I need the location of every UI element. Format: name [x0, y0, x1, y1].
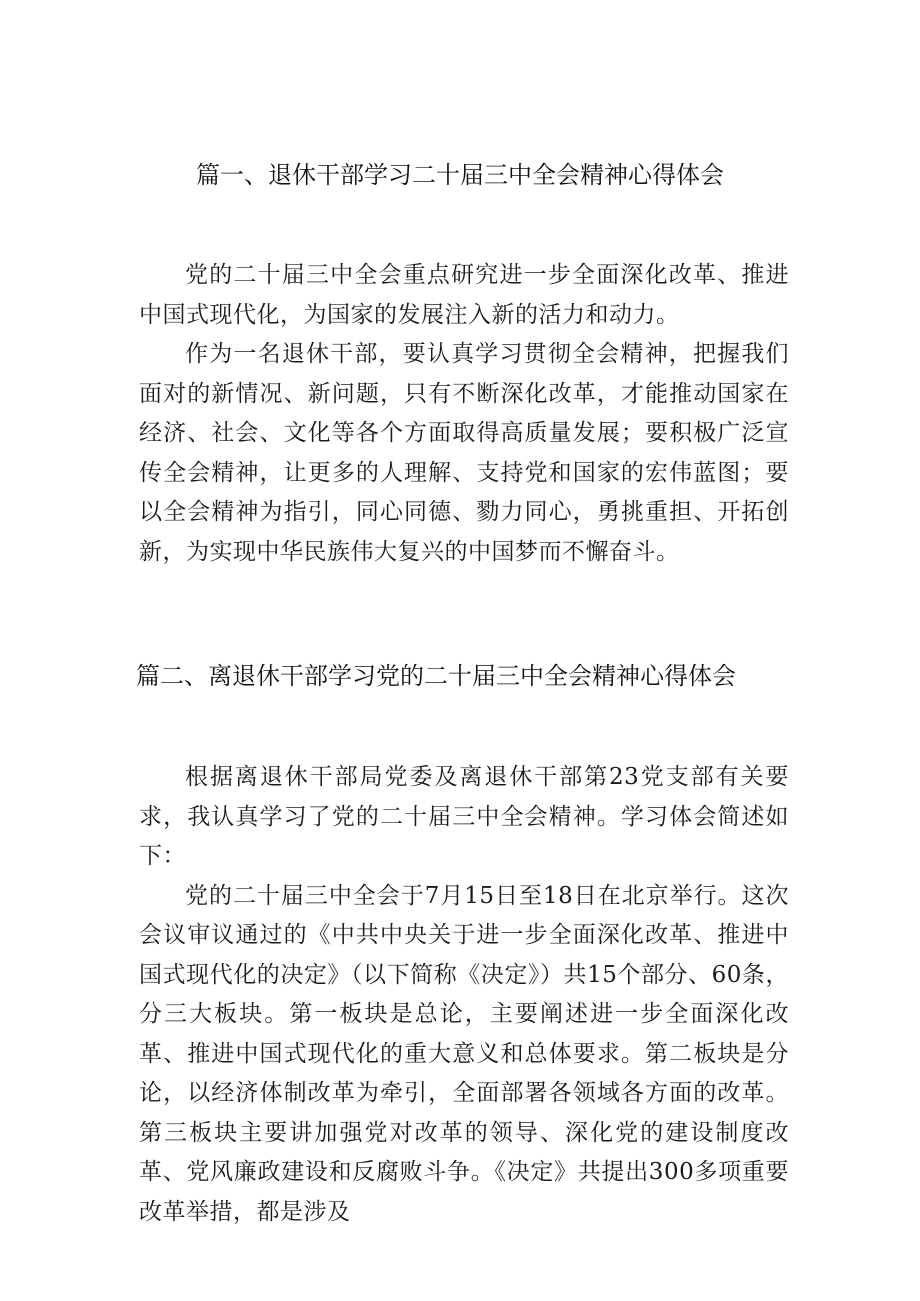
section-2-body: [139, 758, 789, 1232]
section-2-paragraph-2: 党的二十届三中全会于7月15日至18日在北京举行。这次会议审议通过的《中共中央关于进一步全面深化改革、推进中国式现代化的决定》（以下简称《决定》）共15个部分、60条，分三大板块。第一板块是总论，主要阐述进一步全面深化改革、推进中国式现代化的重大意义和总体要求。第二板块是分论，以经济体制改革为牵引，全面部署各领域各方面的改革。第三板块主要讲加强党对改革的领导、深化党的建设制度改革、党风廉政建设和反腐败斗争。《决定》共提出300多项重要改革举措，都是涉及: [139, 882, 789, 1225]
section-1-paragraph-1: 党的二十届三中全会重点研究进一步全面深化改革、推进中国式现代化，为国家的发展注入新的活力和动力。: [139, 262, 789, 328]
section-2-paragraph-1: 根据离退休干部局党委及离退休干部第23党支部有关要求，我认真学习了党的二十届三中全会精神。学习体会简述如下：: [139, 764, 789, 869]
section-1-title: 篇一、退休干部学习二十届三中全会精神心得体会: [196, 161, 724, 189]
section-2-title: 篇二、离退休干部学习党的二十届三中全会精神心得体会: [136, 662, 736, 690]
section-1-paragraph-2: 作为一名退休干部，要认真学习贯彻全会精神，把握我们面对的新情况、新问题，只有不断深化改革，才能推动国家在经济、社会、文化等各个方面取得高质量发展；要积极广泛宣传全会精神，让更多的人理解、支持党和国家的宏伟蓝图；要以全会精神为指引，同心同德、勠力同心，勇挑重担、开拓创新，为实现中华民族伟大复兴的中国梦而不懈奋斗。: [139, 341, 789, 565]
section-1-body: [139, 256, 789, 572]
